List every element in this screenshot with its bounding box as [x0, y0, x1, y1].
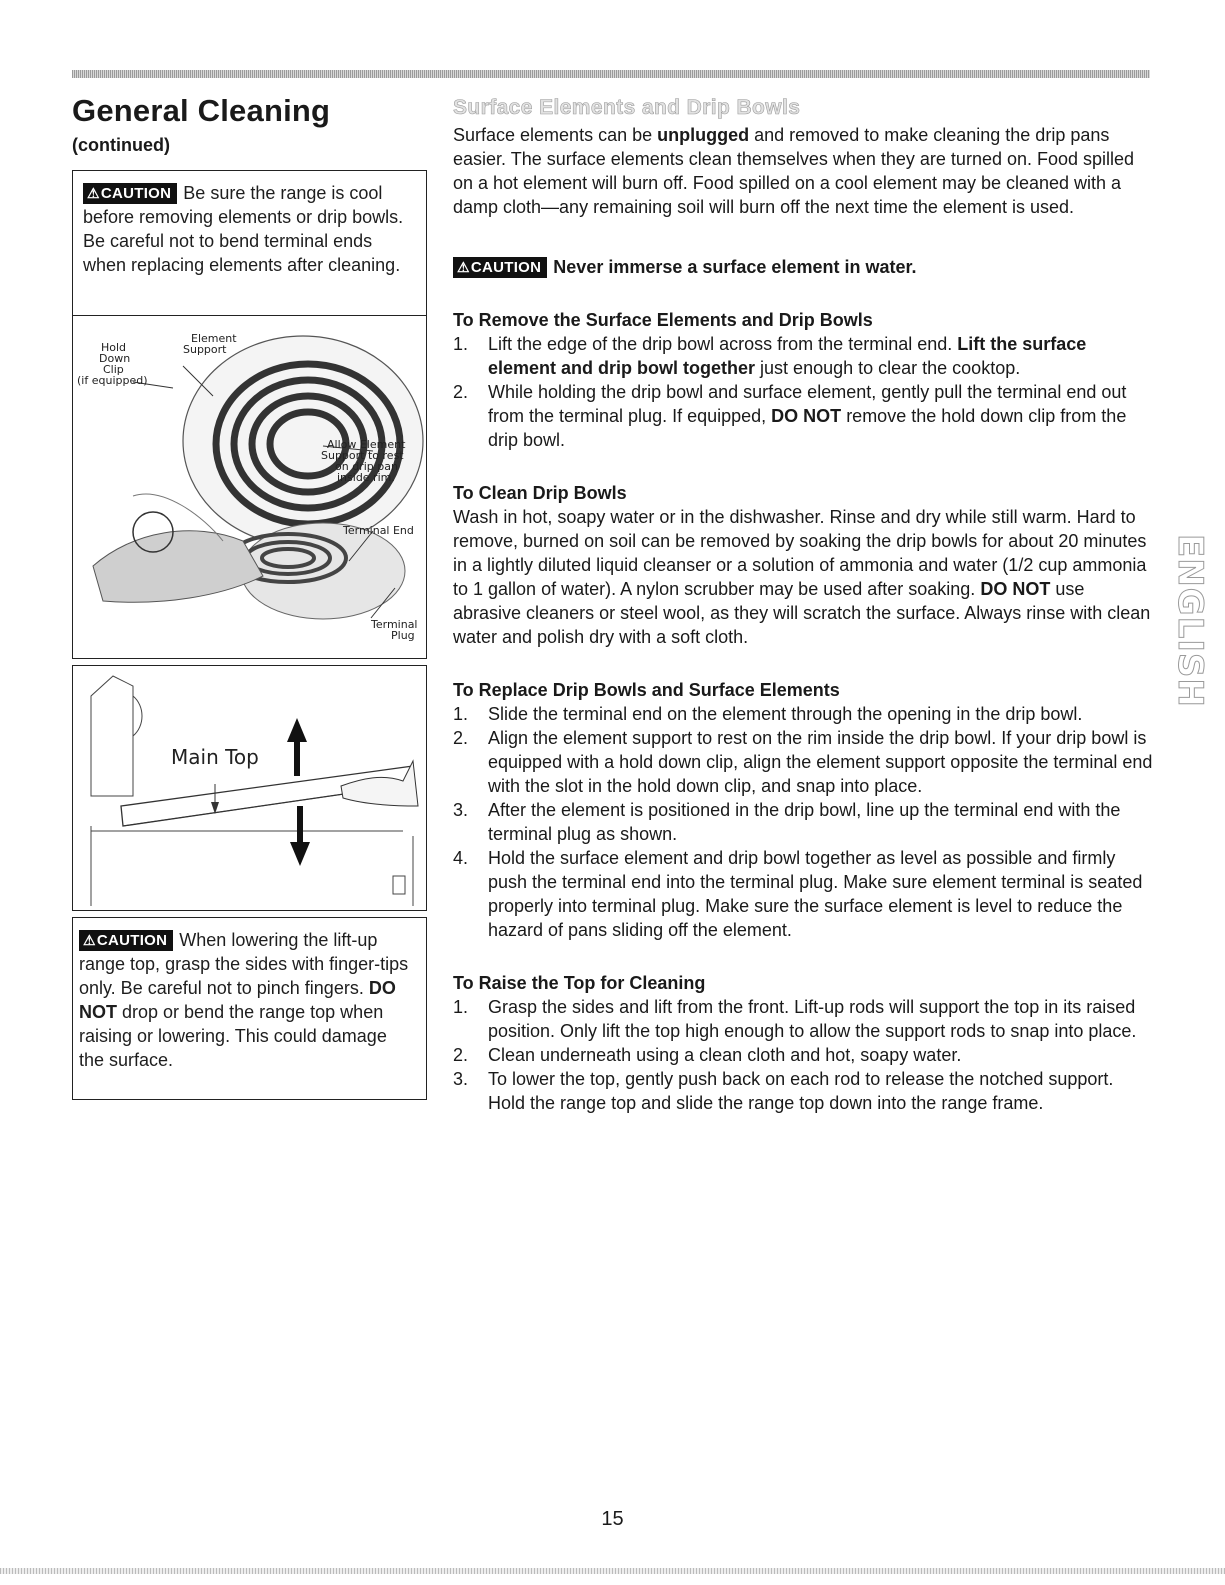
figure-element-drip-bowl — [72, 315, 427, 659]
section-raise — [453, 971, 1153, 1115]
label-terminal: Terminal — [371, 618, 418, 631]
section-clean — [453, 481, 1153, 649]
label-main-top: Main Top — [171, 745, 259, 769]
main-top-illustration — [73, 666, 425, 909]
label-down: Down — [99, 352, 131, 365]
bottom-divider — [0, 1568, 1225, 1574]
page-number: 15 — [601, 1508, 624, 1530]
section-replace — [453, 678, 1153, 942]
heading-replace: To Replace Drip Bowls and Surface Elements — [453, 680, 840, 700]
caution-badge: ⚠CAUTION — [453, 257, 547, 278]
label-allow-element: Allow Element — [327, 438, 406, 451]
label-element: Element — [191, 332, 237, 345]
warning-icon: ⚠ — [457, 259, 470, 275]
label-support: Support — [183, 343, 227, 356]
page-title: General Cleaning — [72, 93, 331, 128]
language-tab — [1141, 532, 1210, 708]
right-column — [453, 96, 1153, 1115]
list-item: 1. Slide the terminal end on the element through the opening in the drip bowl. — [453, 704, 1083, 724]
element-illustration — [73, 316, 425, 657]
list-item: 2. Clean underneath using a clean cloth and hot, soapy water. — [453, 1045, 962, 1065]
section-remove — [453, 308, 1153, 452]
warning-icon: ⚠ — [83, 932, 96, 948]
label-inside-rim: inside rim. — [337, 471, 395, 484]
clean-paragraph: Wash in hot, soapy water or in the dishwasher. Rinse and dry while still warm. Hard to remove, burned on soil can be removed by soaking the drip bowls for about 20 minutes in a lightly diluted liquid cleanser or a solution of ammonia and water (1/2 cup ammonia to 1 gallon of water). A nylon scrubber may be used after soaking. DO NOT use abrasive cleaners or steel wool, as they will scratch the surface. Always rinse with clean water and polish dry with a soft cloth. — [453, 507, 1151, 647]
caution-box-removal — [72, 170, 427, 316]
figure-main-top — [72, 665, 427, 911]
list-item: 2. Align the element support to rest on the rim inside the drip bowl. If your drip bowl is equipped with a hold down clip, align the element support opposite the terminal end with the slot in the hold down clip, and snap into place. — [453, 728, 1153, 796]
page-subtitle: (continued) — [72, 135, 170, 155]
list-item: 1. Grasp the sides and lift from the front. Lift-up rods will support the top in its raised position. Only lift the top high enough to allow the support rods to snap into place. — [453, 997, 1137, 1041]
heading-remove: To Remove the Surface Elements and Drip Bowls — [453, 310, 873, 330]
label-plug: Plug — [391, 629, 415, 642]
caution-badge: ⚠CAUTION — [79, 930, 173, 951]
caution-badge: ⚠CAUTION — [83, 183, 177, 204]
label-on-drip-pan: on drip pan — [335, 460, 398, 473]
list-item: 3. After the element is positioned in the drip bowl, line up the terminal end with the terminal plug as shown. — [453, 800, 1121, 844]
label-hold: Hold — [101, 341, 127, 354]
list-item: 1. Lift the edge of the drip bowl across from the terminal end. Lift the surface element and drip bowl together just enough to clear the cooktop. — [453, 334, 1087, 378]
caution-text: Be sure the range is cool before removing elements or drip bowls. Be careful not to bend terminal ends when replacing elements after cleaning. — [83, 183, 404, 275]
label-terminal-end: Terminal End — [343, 524, 414, 537]
heading-clean: To Clean Drip Bowls — [453, 483, 627, 503]
caution-immerse: ⚠CAUTION Never immerse a surface element in water. — [453, 255, 1153, 279]
label-if-equipped: (if equipped) — [77, 374, 148, 387]
list-item: 2. While holding the drip bowl and surface element, gently pull the terminal end out from the terminal plug. If equipped, DO NOT remove the hold down clip from the drip bowl. — [453, 382, 1127, 450]
list-item: 4. Hold the surface element and drip bowl together as level as possible and firmly push the terminal end into the terminal plug. Make sure element terminal is seated properly into terminal plug. Make sure the surface element is level to reduce the hazard of pans sliding off the element. — [453, 848, 1143, 940]
top-divider — [72, 70, 1150, 78]
label-clip: Clip — [103, 363, 124, 376]
language-label: ENGLISH — [1170, 534, 1210, 708]
label-support-to-rest: Support to rest — [321, 449, 404, 462]
list-item: 3. To lower the top, gently push back on each rod to release the notched support. Hold the range top and slide the range top down into the range frame. — [453, 1069, 1114, 1113]
caution-box-lowering: ⚠CAUTION When lowering the lift-up range top, grasp the sides with finger-tips only. Be careful not to pinch fingers. DO NOT drop or bend the range top when raising or lowering. This could damage the surface. — [72, 917, 427, 1100]
warning-icon: ⚠ — [87, 185, 100, 201]
heading-raise: To Raise the Top for Cleaning — [453, 973, 706, 993]
section-title: Surface Elements and Drip Bowls — [453, 96, 801, 119]
intro-paragraph: Surface elements can be unplugged and removed to make cleaning the drip pans easier. The surface elements clean themselves when they are turned on. Food spilled on a hot element will burn off. Food spilled on a cool element may be cleaned with a damp cloth—any remaining soil will burn off the next time the element is used. — [453, 125, 1135, 217]
